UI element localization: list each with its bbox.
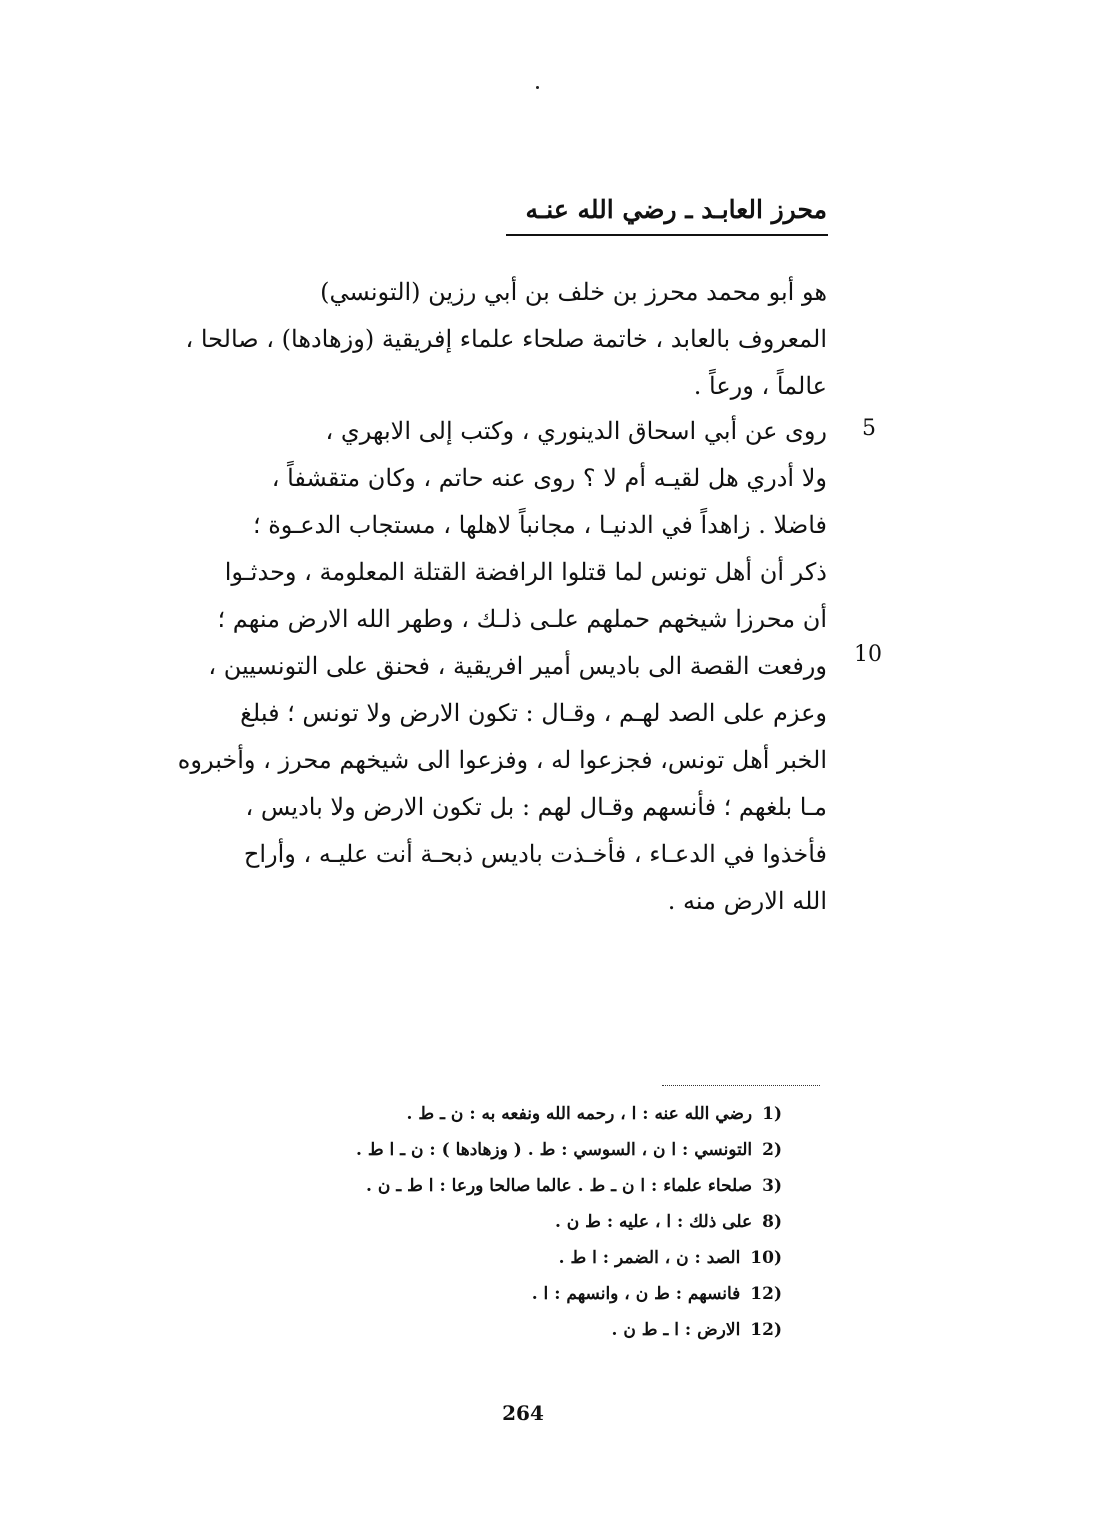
footnote-number: 3) (762, 1176, 782, 1196)
text-line: مـا بلغهم ؛ فأنسهم وقـال لهم : بل تكون الارض ولا باديس ، (245, 793, 827, 821)
footnotes (222, 1096, 782, 1348)
text-line: وعزم على الصد لهـم ، وقـال : تكون الارض ولا تونس ؛ فبلغ (240, 699, 827, 727)
text-line: المعروف بالعابد ، خاتمة صلحاء علماء إفريقية (وزهادها) ، صالحا ، (185, 325, 827, 353)
text-line: الله الارض منه . (667, 887, 827, 915)
text-line: روى عن أبي اسحاق الدينوري ، وكتب إلى الابهري ، (325, 417, 827, 445)
line-number-5: 5 (862, 416, 876, 441)
footnote-item (222, 1132, 782, 1168)
footnote-number: 2) (762, 1140, 782, 1160)
footnote-text: فانسهم : ط ن ، وانسهم : ا . (531, 1284, 741, 1304)
text-line: عالماً ، ورعاً . (693, 372, 827, 400)
footnote-number: 1) (762, 1104, 782, 1124)
text-line: ورفعت القصة الى باديس أمير افريقية ، فحنق على التونسيين ، (208, 652, 827, 680)
footnote-number: 12) (750, 1284, 782, 1304)
text-line: ذكر أن أهل تونس لما قتلوا الرافضة القتلة المعلومة ، وحدثـوا (224, 558, 827, 586)
text-line: ولا أدري هل لقيـه أم لا ؟ روى عنه حاتم ، وكان متقشفاً ، (271, 464, 827, 492)
text-line: هو أبو محمد محرز بن خلف بن أبي رزين (التونسي) (320, 278, 827, 306)
footnote-text: صلحاء علماء : ا ن ـ ط . عالما صالحا ورعا : ا ط ـ ن . (366, 1176, 753, 1196)
biography-paragraph-2 (177, 408, 827, 925)
footnote-item (222, 1240, 782, 1276)
line-number-10: 10 (854, 642, 882, 667)
footnote-item (222, 1168, 782, 1204)
footnote-text: الصد : ن ، الضمر : ا ط . (558, 1248, 741, 1268)
footnote-item (222, 1096, 782, 1132)
footnote-text: التونسي : ا ن ، السوسي : ط . ( وزهادها ) : ن ـ ا ط . (356, 1140, 753, 1160)
footnote-text: على ذلك : ا ، عليه : ط ن . (554, 1212, 753, 1232)
footnote-item (222, 1204, 782, 1240)
footnote-separator (662, 1085, 820, 1086)
footnote-text: رضي الله عنه : ا ، رحمه الله ونفعه به : ن ـ ط . (406, 1104, 753, 1124)
text-line: فاضلا . زاهداً في الدنيـا ، مجانباً لاهلها ، مستجاب الدعـوة ؛ (252, 511, 827, 539)
footnote-number: 12) (750, 1320, 782, 1340)
footnote-text: الارض : ا ـ ط ن . (611, 1320, 741, 1340)
page-number: 264 (502, 1401, 544, 1425)
text-line: الخبر أهل تونس، فجزعوا له ، وفزعوا الى شيخهم محرز ، وأخبروه (177, 746, 827, 774)
section-heading: محرز العابـد ـ رضي الله عنـه (525, 195, 827, 224)
footnote-item (222, 1312, 782, 1348)
text-line: أن محرزا شيخهم حملهم علـى ذلـك ، وطهر الله الارض منهم ؛ (217, 605, 827, 633)
page-speck (536, 86, 539, 89)
footnote-number: 10) (750, 1248, 782, 1268)
biography-paragraph-1 (177, 269, 827, 410)
heading-underline (506, 234, 828, 236)
footnote-number: 8) (762, 1212, 782, 1232)
text-line: فأخذوا في الدعـاء ، فأخـذت باديس ذبحـة أنت عليـه ، وأراح (243, 840, 827, 868)
footnote-item (222, 1276, 782, 1312)
